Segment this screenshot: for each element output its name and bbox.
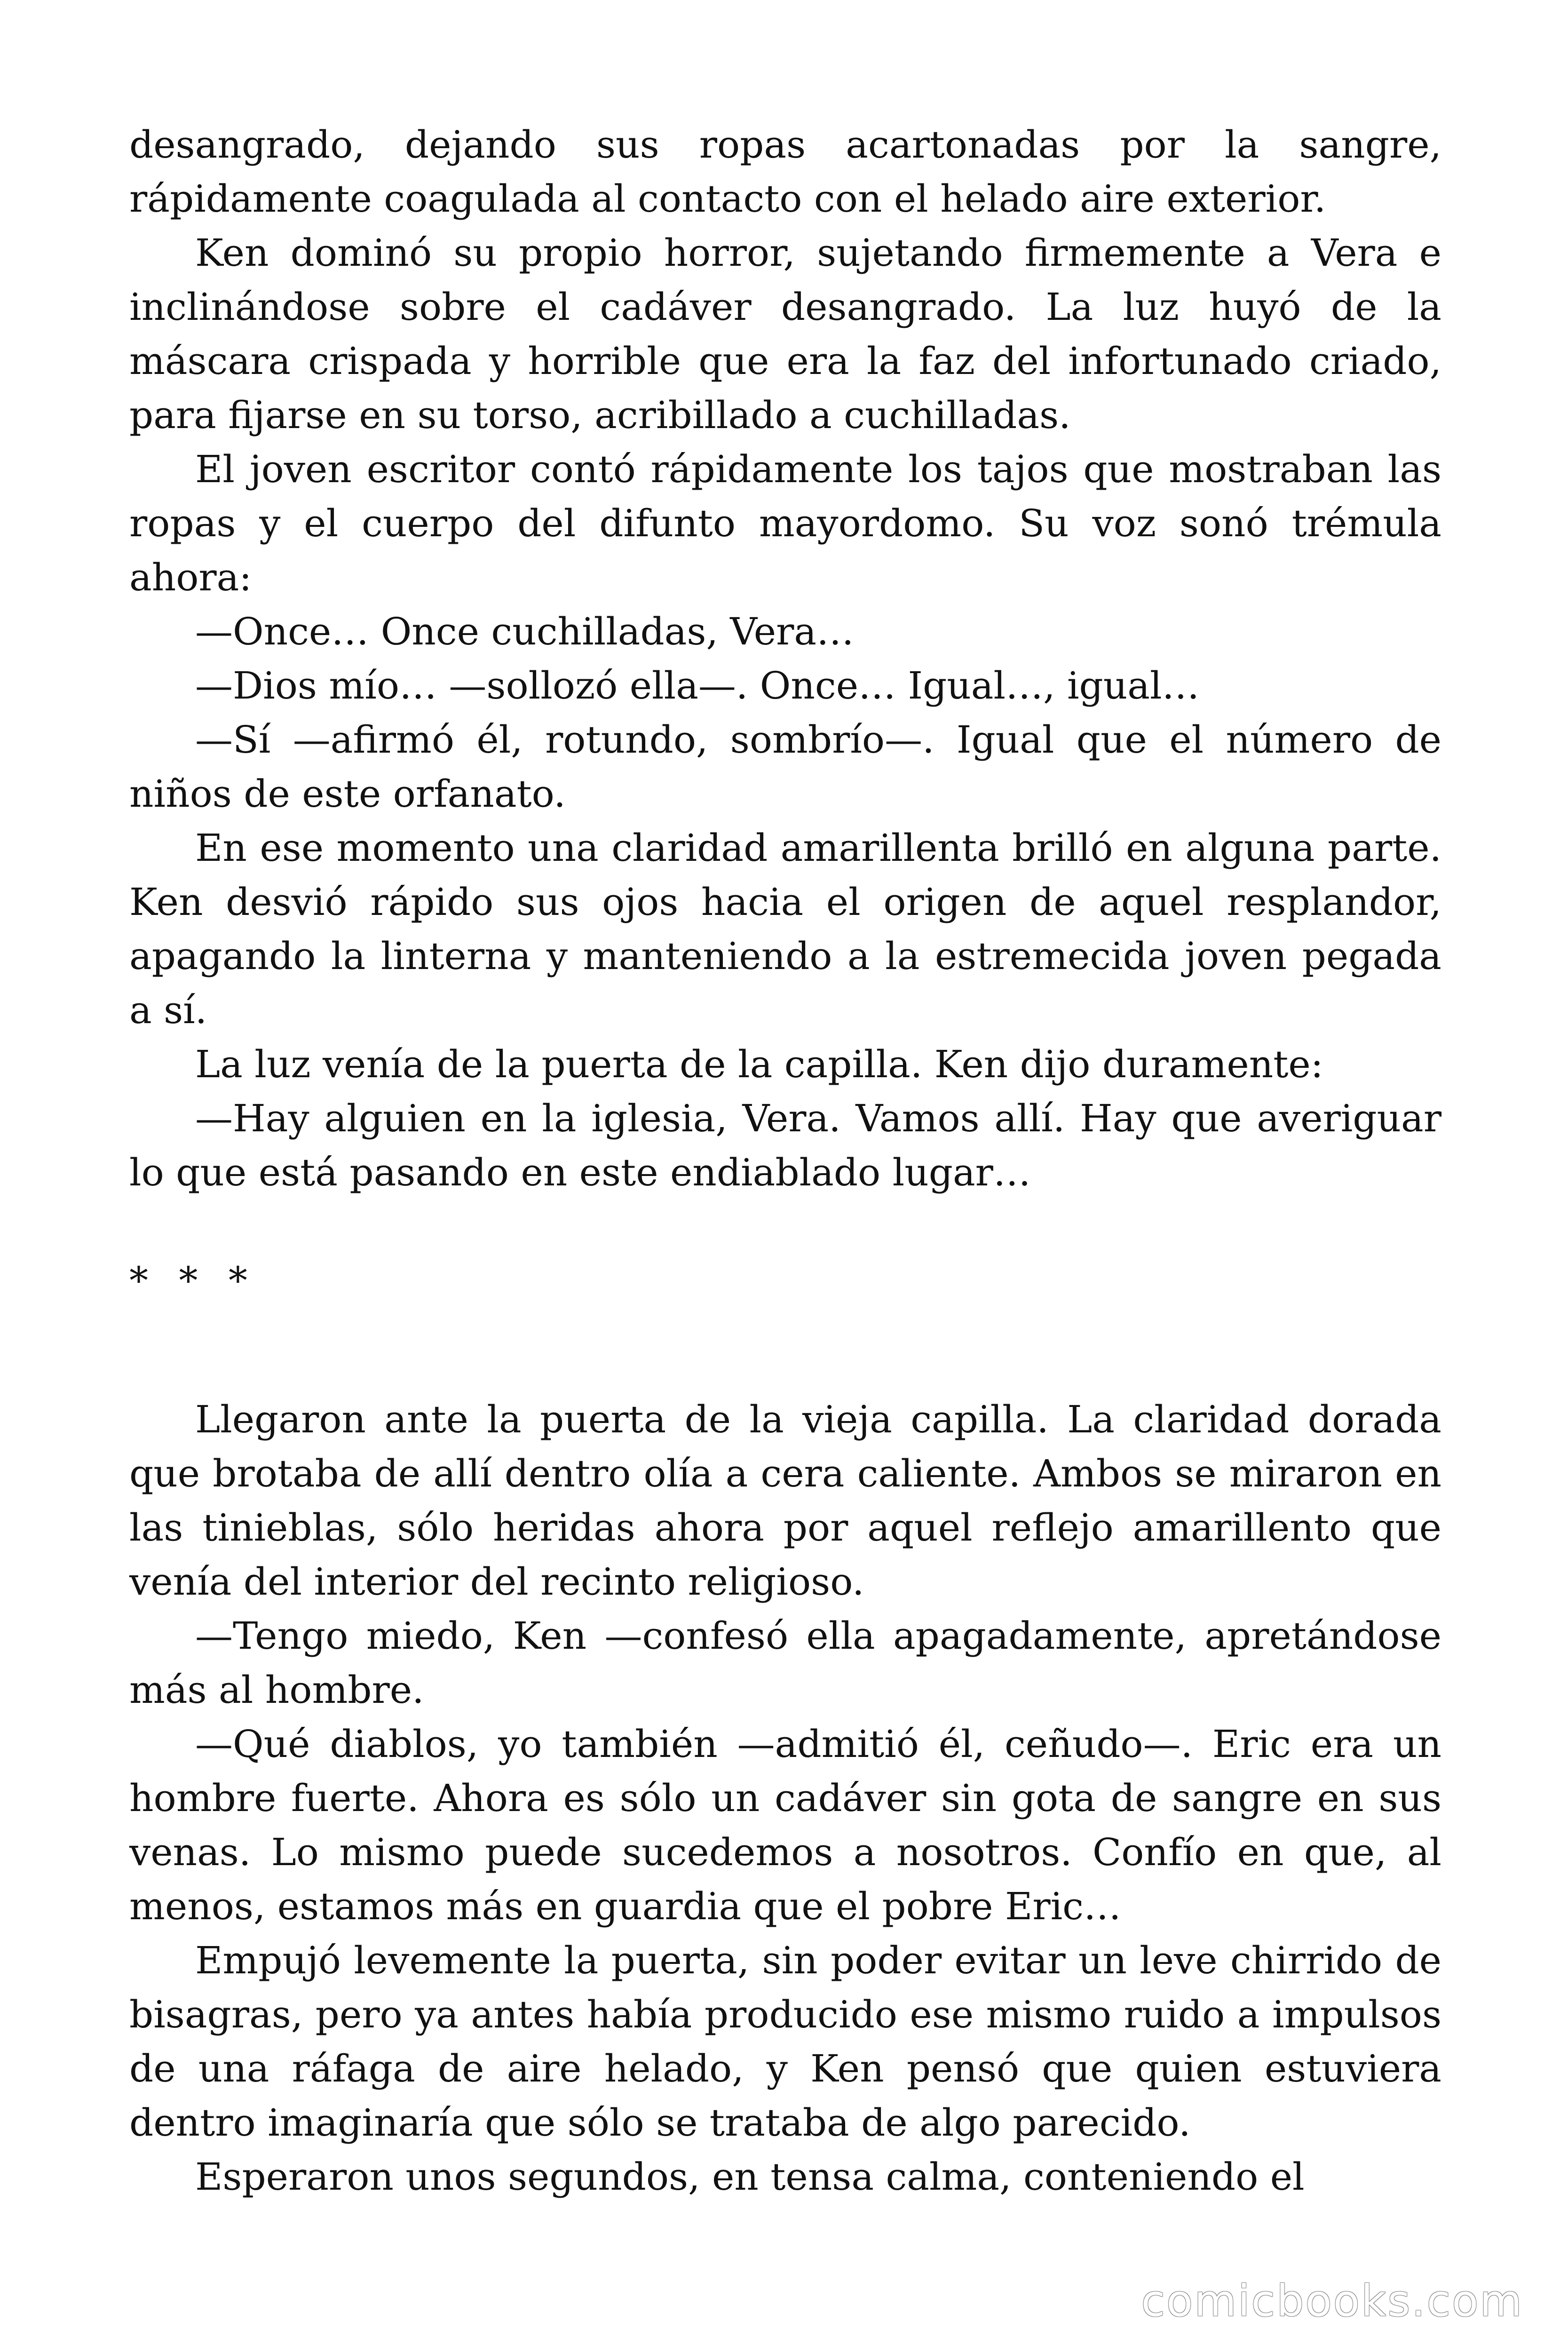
scene-break: * * * [129,1259,257,1303]
paragraph: Empujó levemente la puerta, sin poder evitar un leve chirrido de bisagras, pero ya antes había producido ese mismo ruido a impulsos de una ráfaga de aire helado, y Ken pensó que quien estuviera dentro imaginaría que sólo se trataba de algo parecido. [129,1939,1441,2145]
watermark-text: comicbooks.com [1141,2276,1523,2326]
paragraph: En ese momento una claridad amarillenta brilló en alguna parte. Ken desvió rápido sus ojos hacia el origen de aquel resplandor, apagando la linterna y manteniendo a la estremecida joven pegada a sí. [129,826,1441,1032]
paragraph: Esperaron unos segundos, en tensa calma, conteniendo el [195,2155,1305,2199]
paragraph: El joven escritor contó rápidamente los tajos que mostraban las ropas y el cuerpo del difunto mayordomo. Su voz sonó trémula ahora: [129,447,1441,599]
paragraph: Ken dominó su propio horror, sujetando firmemente a Vera e inclinándose sobre el cadáver desangrado. La luz huyó de la máscara crispada y horrible que era la faz del infortunado criado, para fijarse en su torso, acribillado a cuchilladas. [129,231,1441,437]
paragraph: desangrado, dejando sus ropas acartonadas por la sangre, rápidamente coagulada al contacto con el helado aire exterior. [129,123,1441,221]
page-body [129,118,1441,2204]
dialogue-line: —Sí —afirmó él, rotundo, sombrío—. Igual que el número de niños de este orfanato. [129,718,1441,816]
paragraph: Llegaron ante la puerta de la vieja capilla. La claridad dorada que brotaba de allí dentro olía a cera caliente. Ambos se miraron en las tinieblas, sólo heridas ahora por aquel reflejo amarillento que venía del interior del recinto religioso. [129,1398,1441,1604]
dialogue-line: —Once… Once cuchilladas, Vera… [195,610,855,653]
dialogue-line: —Hay alguien en la iglesia, Vera. Vamos allí. Hay que averiguar lo que está pasando en este endiablado lugar… [129,1097,1441,1194]
dialogue-line: —Dios mío… —sollozó ella—. Once… Igual…, igual… [195,664,1200,707]
paragraph: La luz venía de la puerta de la capilla. Ken dijo duramente: [195,1042,1323,1086]
dialogue-line: —Qué diablos, yo también —admitió él, ceñudo—. Eric era un hombre fuerte. Ahora es sólo un cadáver sin gota de sangre en sus venas. Lo mismo puede sucedemos a nosotros. Confío en que, al menos, estamos más en guardia que el pobre Eric… [129,1722,1441,1928]
dialogue-line: —Tengo miedo, Ken —confesó ella apagadamente, apretándose más al hombre. [129,1614,1441,1712]
